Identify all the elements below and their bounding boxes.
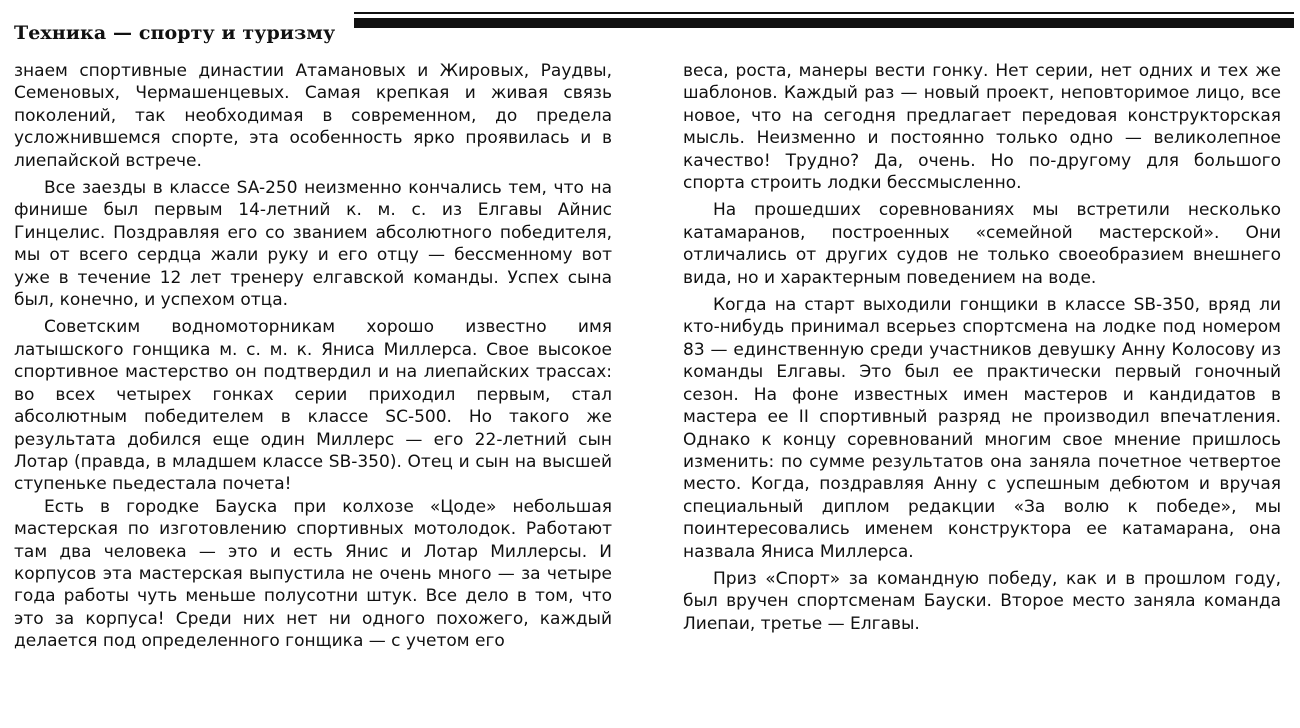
- paragraph: знаем спортивные династии Атамановых и Жировых, Раудвы, Семеновых, Чермашенцевых. Самая крепкая и живая связь поколений, так необходимая в современном, до предела усложнившемся спорте, эта особенность ярко проявилась и в лиепайской встрече.: [14, 61, 612, 171]
- right-column: [683, 60, 1281, 720]
- paragraph: веса, роста, манеры вести гонку. Нет серии, нет одних и тех же шаблонов. Каждый раз — новый проект, неповторимое лицо, все новое, что на сегодня предлагает передовая конструкторская мысль. Неизменно и постоянно только одно — великолепное качество! Трудно? Да, очень. Но по-другому для большого спорта строить лодки бессмысленно.: [683, 61, 1281, 194]
- header-rule-thin: [354, 12, 1294, 14]
- paragraph: Советским водномоторникам хорошо известно имя латышского гонщика м. с. м. к. Яниса Миллерса. Свое высокое спортивное мастерство он подтвердил и на лиепайских трассах: во всех четырех гонках серии приходил первым, стал абсолютным победителем в классе SC-500. Но такого же результата добился еще один Миллерс — его 22-летний сын Лотар (правда, в младшем классе SB-350). Отец и сын на высшей ступеньке пьедестала почета!: [14, 317, 612, 495]
- paragraph: Все заезды в классе SA-250 неизменно кончались тем, что на финише был первым 14-летний к. м. с. из Елгавы Айнис Гинцелис. Поздравляя его со званием абсолютного победителя, мы от всего сердца жали руку и его отцу — бессменному вот уже в течение 12 лет тренеру елгавской команды. Успех сына был, конечно, и успехом отца.: [14, 178, 612, 311]
- header-rule: [354, 18, 1294, 28]
- page-header: [10, 8, 1296, 48]
- paragraph: На прошедших соревнованиях мы встретили несколько катамаранов, построенных «семейной мастерской». Они отличались от других судов не только своеобразием внешнего вида, но и характерным поведением на воде.: [683, 200, 1281, 288]
- paragraph: Есть в городке Бауска при колхозе «Цоде» небольшая мастерская по изготовлению спортивных мотолодок. Работают там два человека — это и есть Янис и Лотар Миллерсы. И корпусов эта мастерская выпустила не очень много — за четыре года работы чуть меньше полусотни штук. Все дело в том, что это за корпуса! Среди них нет ни одного похожего, каждый делается под определенного гонщика — с учетом его: [14, 496, 612, 652]
- left-column: [14, 60, 612, 720]
- paragraph: Приз «Спорт» за командную победу, как и в прошлом году, был вручен спортсменам Бауски. Второе место заняла команда Лиепаи, третье — Елгавы.: [683, 568, 1281, 634]
- paragraph: Когда на старт выходили гонщики в классе SB-350, вряд ли кто-нибудь принимал всерьез спортсмена на лодке под номером 83 — единственную среди участников девушку Анну Колосову из команды Елгавы. Это был ее практически первый гоночный сезон. На фоне известных имен мастеров и кандидатов в мастера ее II спортивный разряд не производил впечатления. Однако к концу соревнований многим свое мнение пришлось изменить: по сумме результатов она заняла почетное четвертое место. Когда, поздравляя Анну с успешным дебютом и вручая специальный диплом редакции «За волю к победе», мы поинтересовались именем конструктора ее катамарана, она назвала Яниса Миллерса.: [683, 295, 1281, 562]
- section-title: Техника — спорту и туризму: [14, 22, 336, 44]
